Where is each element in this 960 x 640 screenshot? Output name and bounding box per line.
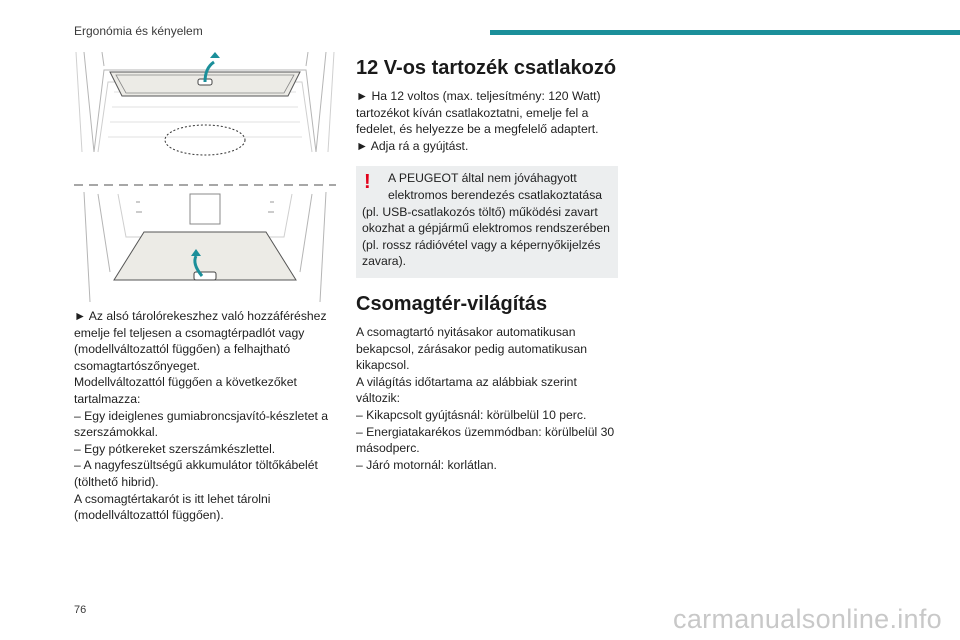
list-item: – A nagyfeszültségű akkumulátor töltőkábelét (tölthető hibrid). — [74, 458, 318, 489]
instruction-12v: ► Ha 12 voltos (max. teljesítmény: 120 Watt) tartozékot kíván csatlakoztatni, emelje fel a fedelet, és helyezze be a megfelelő adaptert. — [356, 89, 601, 137]
warning-text-rest: (pl. USB-csatlakozós töltő) működési zavart okozhat a gépjármű elektromos rendszerében (pl. rossz rádióvétel vagy a képernyőkijelzés zavara). — [362, 204, 610, 269]
exclamation-icon: ! — [364, 171, 371, 194]
list-item: – Járó motornál: korlátlan. — [356, 457, 497, 472]
trunk-light-duration: A világítás időtartama az alábbiak szerint változik: — [356, 374, 577, 406]
trunk-floor-illustration — [74, 52, 336, 302]
storage-note: A csomagtértakarót is itt lehet tárolni (modellváltozattól függően). — [74, 491, 271, 523]
right-text-column — [356, 56, 624, 473]
list-item: – Egy pótkereket szerszámkészlettel. — [74, 441, 276, 456]
watermark: carmanualsonline.info — [673, 604, 942, 634]
list-item: – Egy ideiglenes gumiabroncsjavító-készletet a szerszámokkal. — [74, 408, 329, 440]
list-item: – Kikapcsolt gyújtásnál: körülbelül 10 perc. — [356, 407, 587, 422]
header-accent-bar — [490, 30, 960, 35]
warning-box — [356, 166, 618, 278]
trunk-light-auto: A csomagtartó nyitásakor automatikusan bekapcsol, zárásakor pedig automatikusan kikapcsol. — [356, 324, 588, 373]
lowered-floor-panel — [114, 232, 296, 280]
instruction-ignition: ► Adja rá a gyújtást. — [356, 138, 469, 153]
left-text-column — [74, 308, 342, 524]
warning-text-first: A PEUGEOT által nem jóváhagyott elektromos berendezés csatlakoztatása — [388, 171, 603, 202]
section-heading-trunk-light: Csomagtér-világítás — [356, 292, 548, 315]
section-heading-12v: 12 V-os tartozék csatlakozó — [356, 57, 617, 79]
contents-intro: Modellváltozattól függően a következőket tartalmazza: — [74, 375, 297, 406]
page-number: 76 — [74, 604, 87, 616]
list-item: – Energiatakarékos üzemmódban: körülbelül 30 másodperc. — [356, 424, 615, 456]
access-instruction: ► Az alsó tárolórekeszhez való hozzáféréshez emelje fel teljesen a csomagtérpadlót vagy (modellváltozattól függően) a felhajtható csomagtartószőnyeget. — [74, 309, 327, 373]
section-title: Ergonómia és kényelem — [74, 24, 203, 38]
